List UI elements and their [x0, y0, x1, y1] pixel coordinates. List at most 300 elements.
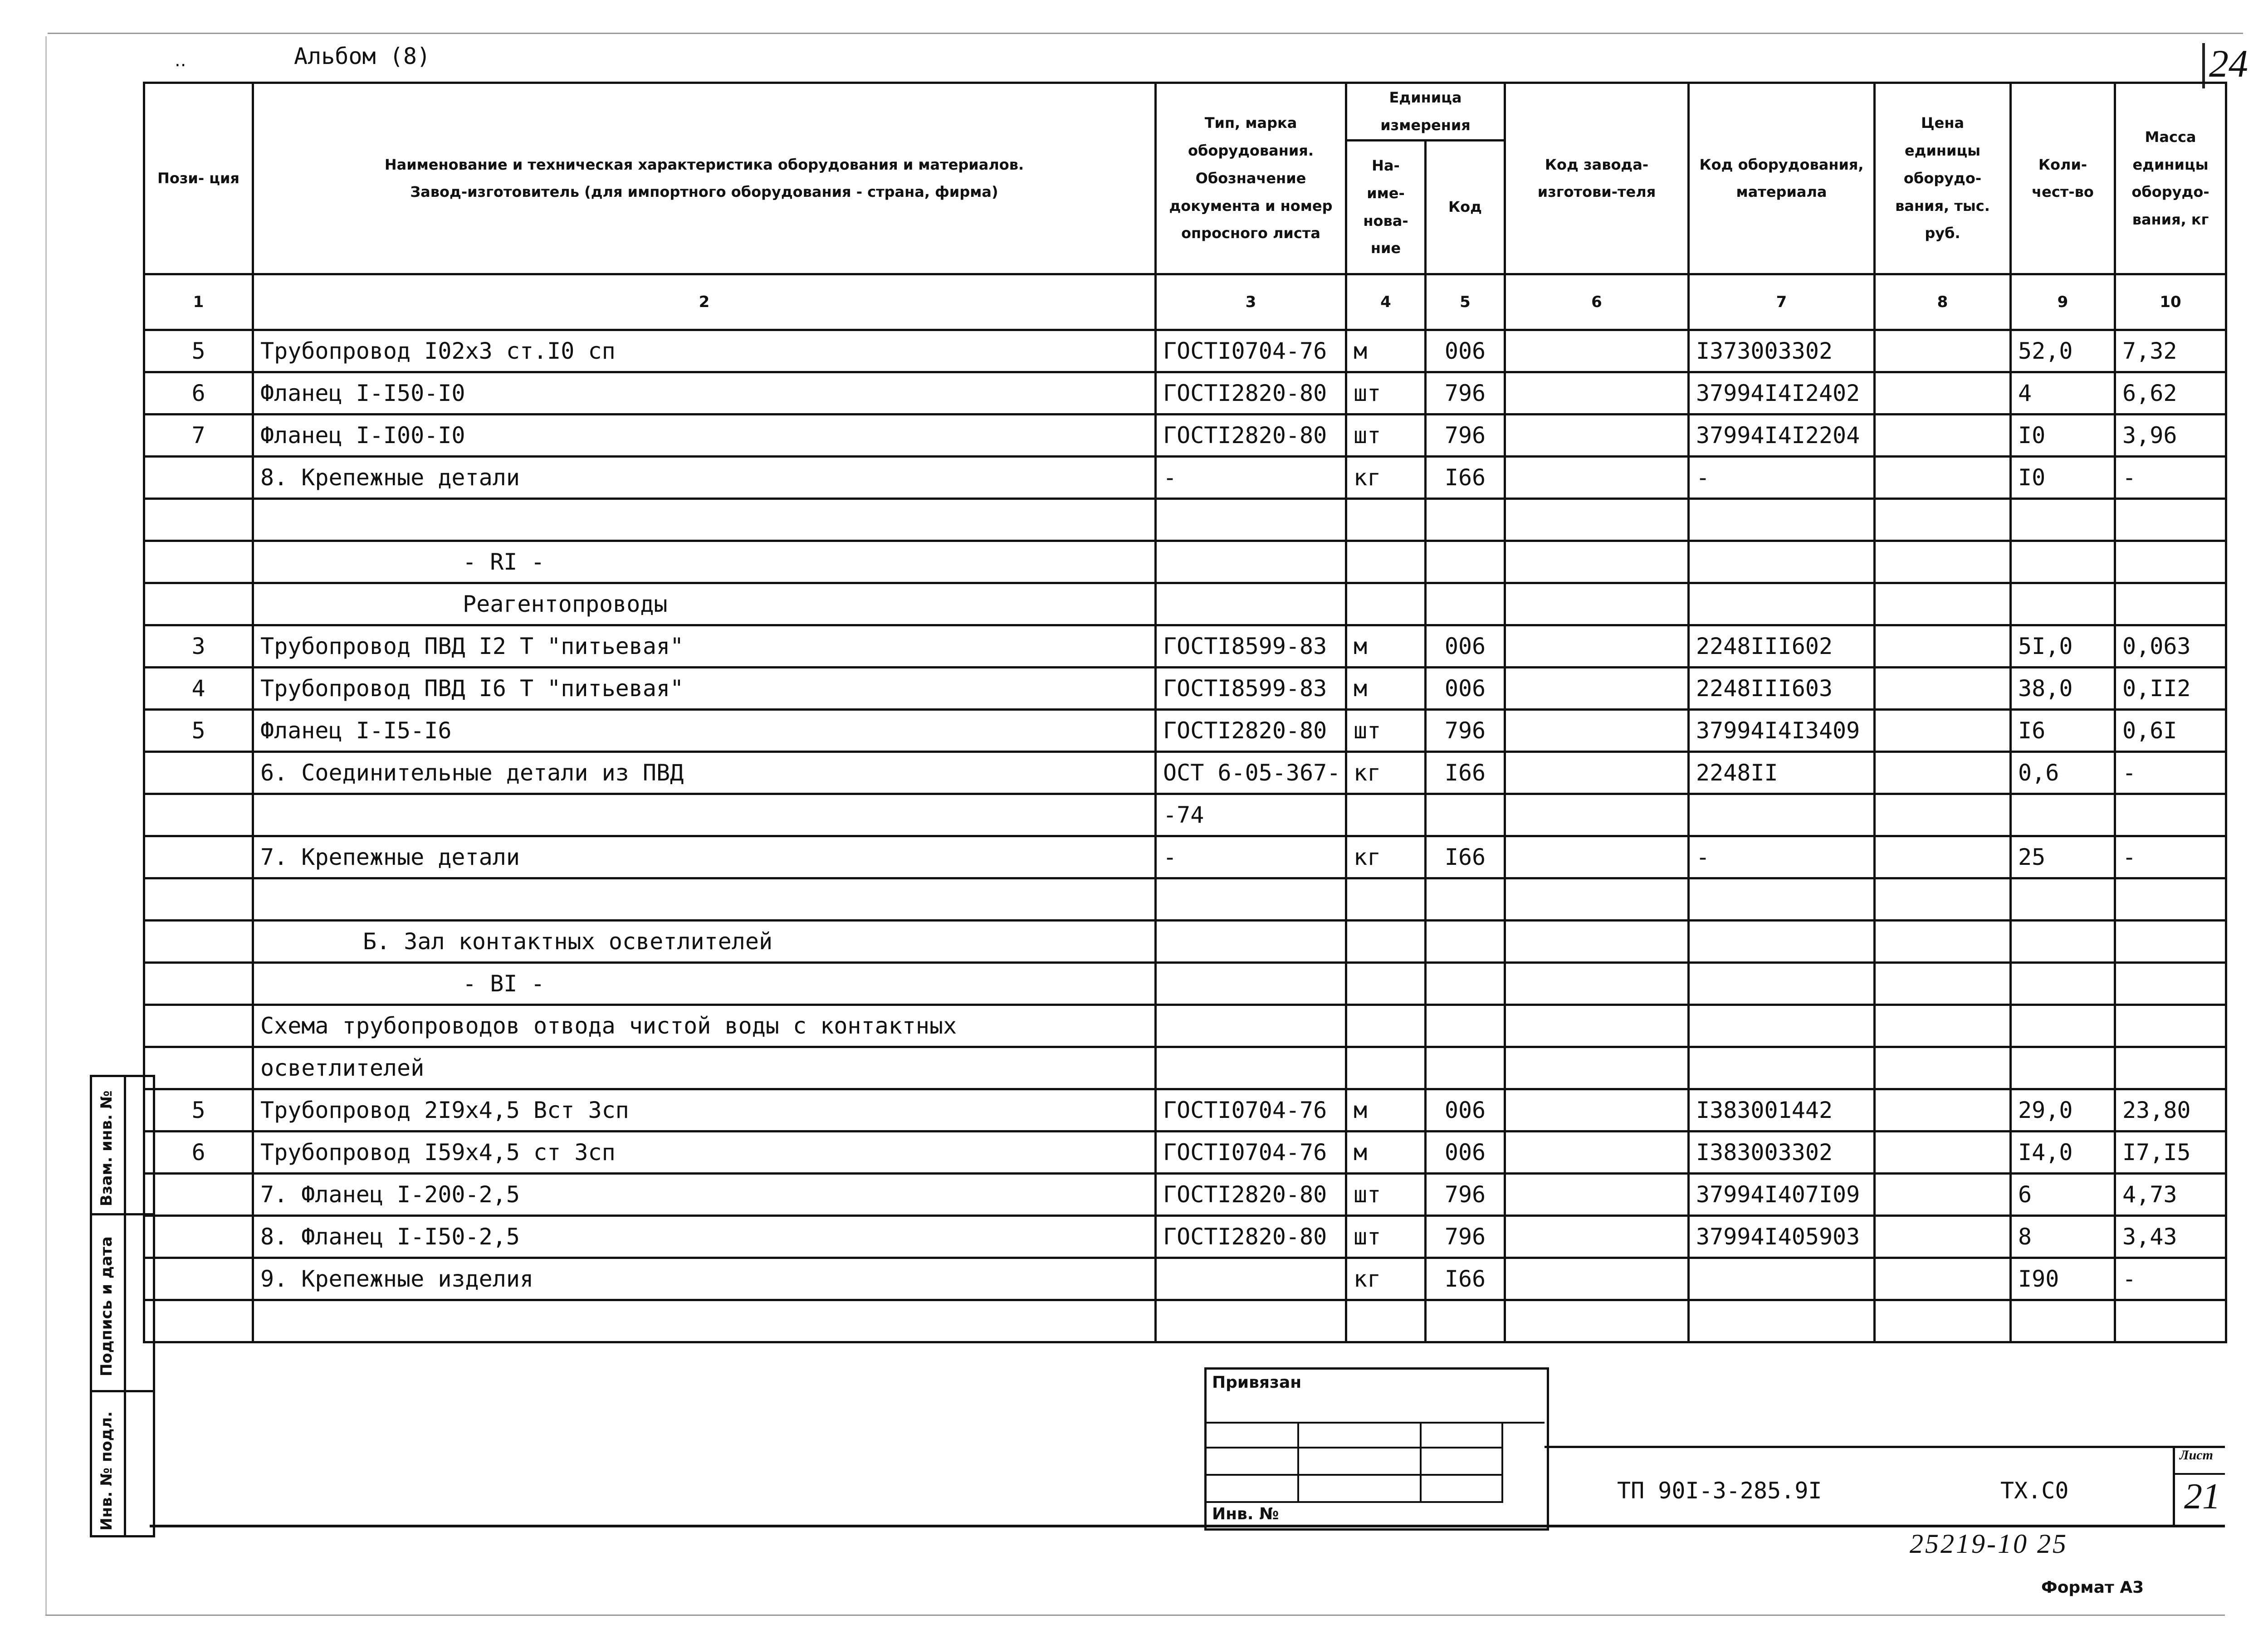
row-name [253, 794, 1156, 836]
row-price [1875, 709, 2011, 751]
row-unit [1346, 794, 1426, 836]
col-header-mass: Масса единицы оборудо-вания, кг [2115, 83, 2226, 274]
document-code: ТП 90I-3-285.9I [1617, 1478, 1822, 1504]
row-price [1875, 1173, 2011, 1215]
row-position [144, 751, 253, 794]
row-quantity: 0,6 [2011, 751, 2115, 794]
row-price [1875, 372, 2011, 414]
table-row [144, 1258, 2226, 1300]
row-unit: шт [1346, 372, 1426, 414]
col-header-name-line2: Завод-изготовитель (для импортного оборудования - страна, фирма) [410, 183, 998, 201]
row-unit: шт [1346, 709, 1426, 751]
row-unit: шт [1346, 1173, 1426, 1215]
row-material-code [1689, 583, 1875, 625]
row-document: ГОСТI0704-76 [1156, 1089, 1346, 1131]
row-material-code [1689, 1258, 1875, 1300]
row-price [1875, 1047, 2011, 1089]
row-quantity [2011, 794, 2115, 836]
row-factory-code [1505, 1131, 1689, 1173]
row-document [1156, 962, 1346, 1005]
row-name: осветлителей [253, 1047, 1156, 1089]
row-quantity: I6 [2011, 709, 2115, 751]
row-factory-code [1505, 751, 1689, 794]
row-name: 8. Фланец I-I50-2,5 [253, 1215, 1156, 1258]
row-material-code: 2248III602 [1689, 625, 1875, 667]
row-name [253, 498, 1156, 541]
row-name: Фланец I-I00-I0 [253, 414, 1156, 456]
row-name: - RI - [253, 541, 1156, 583]
stamp-inv-label: Инв. № [1212, 1505, 1279, 1523]
row-price [1875, 414, 2011, 456]
row-document: ГОСТI2820-80 [1156, 709, 1346, 751]
row-document [1156, 498, 1346, 541]
row-material-code [1689, 498, 1875, 541]
table-row [144, 498, 2226, 541]
page-number-top: 24 [2209, 42, 2248, 85]
row-unit-code: 006 [1426, 625, 1505, 667]
row-mass: I7,I5 [2115, 1131, 2226, 1173]
row-document: - [1156, 456, 1346, 498]
table-row [144, 330, 2226, 372]
sheet-label: Лист [2180, 1448, 2213, 1463]
row-position [144, 1215, 253, 1258]
row-price [1875, 1300, 2011, 1342]
sheet-box-divider [2173, 1473, 2225, 1475]
row-price [1875, 836, 2011, 878]
row-factory-code [1505, 794, 1689, 836]
row-price [1875, 920, 2011, 962]
column-number: 9 [2011, 274, 2115, 330]
row-document: ГОСТI2820-80 [1156, 372, 1346, 414]
row-factory-code [1505, 498, 1689, 541]
row-mass: - [2115, 751, 2226, 794]
column-number: 10 [2115, 274, 2226, 330]
row-factory-code [1505, 1300, 1689, 1342]
row-material-code [1689, 1047, 1875, 1089]
title-block-top-line [1545, 1446, 2225, 1448]
row-unit-code [1426, 878, 1505, 920]
row-mass: - [2115, 1258, 2226, 1300]
row-factory-code [1505, 583, 1689, 625]
row-mass [2115, 920, 2226, 962]
col-header-name-line1: Наименование и техническая характеристика оборудования и материалов. [384, 156, 1024, 173]
row-quantity [2011, 1005, 2115, 1047]
row-factory-code [1505, 962, 1689, 1005]
row-name: Фланец I-I5-I6 [253, 709, 1156, 751]
row-unit: м [1346, 667, 1426, 709]
row-mass [2115, 1005, 2226, 1047]
row-price [1875, 878, 2011, 920]
stamp-cell [1420, 1422, 1503, 1449]
col-header-type: Тип, марка оборудования. Обозначение документа и номер опросного листа [1156, 83, 1346, 274]
row-mass: 4,73 [2115, 1173, 2226, 1215]
row-mass: 0,II2 [2115, 667, 2226, 709]
row-mass [2115, 1047, 2226, 1089]
table-row [144, 751, 2226, 794]
row-position [144, 1173, 253, 1215]
col-header-unit-name: На-име-нова-ние [1346, 140, 1426, 274]
row-unit [1346, 583, 1426, 625]
col-header-factory-code: Код завода-изготови-теля [1505, 83, 1689, 274]
side-stamp [90, 1075, 155, 1537]
row-quantity [2011, 498, 2115, 541]
row-position [144, 541, 253, 583]
row-factory-code [1505, 1215, 1689, 1258]
row-document: - [1156, 836, 1346, 878]
row-material-code: 37994I405903 [1689, 1215, 1875, 1258]
row-quantity [2011, 541, 2115, 583]
row-quantity [2011, 1300, 2115, 1342]
row-name: Б. Зал контактных осветлителей [253, 920, 1156, 962]
row-name: 7. Фланец I-200-2,5 [253, 1173, 1156, 1215]
row-material-code: I383001442 [1689, 1089, 1875, 1131]
row-price [1875, 962, 2011, 1005]
table-row [144, 372, 2226, 414]
stamp-cell [1207, 1474, 1299, 1503]
row-material-code: 37994I407I09 [1689, 1173, 1875, 1215]
row-position [144, 456, 253, 498]
row-document: ГОСТI2820-80 [1156, 1173, 1346, 1215]
table-row [144, 1089, 2226, 1131]
row-quantity: I4,0 [2011, 1131, 2115, 1173]
row-unit-code: 006 [1426, 1131, 1505, 1173]
row-unit-code: I66 [1426, 751, 1505, 794]
column-number: 1 [144, 274, 253, 330]
table-row [144, 1173, 2226, 1215]
row-unit [1346, 541, 1426, 583]
column-number: 2 [253, 274, 1156, 330]
row-factory-code [1505, 709, 1689, 751]
row-unit-code: 796 [1426, 709, 1505, 751]
row-document: ГОСТI2820-80 [1156, 414, 1346, 456]
row-quantity [2011, 920, 2115, 962]
row-price [1875, 1215, 2011, 1258]
row-material-code: 37994I4I2204 [1689, 414, 1875, 456]
row-factory-code [1505, 456, 1689, 498]
row-unit [1346, 498, 1426, 541]
column-number: 7 [1689, 274, 1875, 330]
row-price [1875, 1089, 2011, 1131]
row-name: Трубопровод 2I9x4,5 Вст 3сп [253, 1089, 1156, 1131]
row-price [1875, 1258, 2011, 1300]
row-factory-code [1505, 1089, 1689, 1131]
row-name [253, 878, 1156, 920]
row-position: 6 [144, 372, 253, 414]
row-name: Трубопровод ПВД I2 Т "питьевая" [253, 625, 1156, 667]
row-factory-code [1505, 878, 1689, 920]
stamp-cell [1297, 1447, 1422, 1476]
row-quantity: I90 [2011, 1258, 2115, 1300]
row-position [144, 794, 253, 836]
row-name: Реагентопроводы [253, 583, 1156, 625]
table-body [144, 330, 2226, 1342]
row-document [1156, 920, 1346, 962]
outer-bottom-border [45, 1614, 2225, 1616]
row-position: 4 [144, 667, 253, 709]
row-document [1156, 541, 1346, 583]
row-unit: шт [1346, 1215, 1426, 1258]
row-unit: м [1346, 1089, 1426, 1131]
row-name: Трубопровод I59x4,5 ст 3сп [253, 1131, 1156, 1173]
row-unit-code: 796 [1426, 414, 1505, 456]
inventory-number: 25219-10 25 [1910, 1529, 2068, 1559]
stamp-cell [1297, 1474, 1422, 1503]
table-row [144, 1047, 2226, 1089]
row-position: 5 [144, 330, 253, 372]
row-position [144, 920, 253, 962]
bottom-frame-line [150, 1525, 2225, 1527]
row-quantity: 5I,0 [2011, 625, 2115, 667]
corner-dots: .. [175, 50, 186, 71]
row-unit [1346, 1300, 1426, 1342]
table-row [144, 667, 2226, 709]
row-factory-code [1505, 1173, 1689, 1215]
column-number: 5 [1426, 274, 1505, 330]
row-document: -74 [1156, 794, 1346, 836]
row-name: 9. Крепежные изделия [253, 1258, 1156, 1300]
row-mass [2115, 794, 2226, 836]
row-material-code: 2248II [1689, 751, 1875, 794]
stamp-cell [1420, 1447, 1503, 1476]
row-document: ГОСТI8599-83 [1156, 625, 1346, 667]
row-unit [1346, 878, 1426, 920]
row-name: Схема трубопроводов отвода чистой воды с контактных [253, 1005, 1156, 1047]
row-unit-code: 006 [1426, 667, 1505, 709]
format-label: Формат А3 [2041, 1578, 2144, 1597]
row-factory-code [1505, 541, 1689, 583]
row-name [253, 1300, 1156, 1342]
row-material-code [1689, 541, 1875, 583]
row-quantity: I0 [2011, 456, 2115, 498]
row-position [144, 1005, 253, 1047]
row-unit [1346, 1047, 1426, 1089]
row-mass [2115, 498, 2226, 541]
row-quantity [2011, 583, 2115, 625]
row-document: ГОСТI8599-83 [1156, 667, 1346, 709]
row-unit-code: 006 [1426, 330, 1505, 372]
row-name: Трубопровод I02x3 ст.I0 сп [253, 330, 1156, 372]
row-unit-code [1426, 962, 1505, 1005]
row-factory-code [1505, 330, 1689, 372]
side-stamp-signature-date: Подпись и дата [98, 1236, 116, 1376]
column-number: 3 [1156, 274, 1346, 330]
row-factory-code [1505, 1258, 1689, 1300]
col-header-price: Цена единицы оборудо-вания, тыс. руб. [1875, 83, 2011, 274]
row-mass: 0,6I [2115, 709, 2226, 751]
column-number: 6 [1505, 274, 1689, 330]
side-stamp-replaced-inv: Взам. инв. № [98, 1090, 116, 1206]
row-mass: 6,62 [2115, 372, 2226, 414]
row-quantity: 6 [2011, 1173, 2115, 1215]
row-price [1875, 456, 2011, 498]
row-position: 7 [144, 414, 253, 456]
row-unit-code: I66 [1426, 456, 1505, 498]
outer-left-border [45, 36, 47, 1614]
row-quantity: 38,0 [2011, 667, 2115, 709]
row-price [1875, 625, 2011, 667]
row-factory-code [1505, 1005, 1689, 1047]
row-price [1875, 541, 2011, 583]
row-unit-code: I66 [1426, 836, 1505, 878]
row-material-code [1689, 878, 1875, 920]
row-factory-code [1505, 836, 1689, 878]
row-price [1875, 1005, 2011, 1047]
row-material-code [1689, 920, 1875, 962]
column-number-row [144, 274, 2226, 330]
col-header-quantity: Коли-чест-во [2011, 83, 2115, 274]
row-material-code [1689, 962, 1875, 1005]
row-unit-code: 796 [1426, 1215, 1505, 1258]
col-header-material-code: Код оборудования, материала [1689, 83, 1875, 274]
row-material-code [1689, 1005, 1875, 1047]
col-header-name [253, 83, 1156, 274]
table-row [144, 1005, 2226, 1047]
row-document [1156, 1258, 1346, 1300]
row-unit-code: 796 [1426, 1173, 1505, 1215]
table-row [144, 541, 2226, 583]
row-position [144, 1047, 253, 1089]
row-unit [1346, 1005, 1426, 1047]
stamp-title: Привязан [1212, 1373, 1302, 1392]
row-price [1875, 498, 2011, 541]
row-material-code: - [1689, 456, 1875, 498]
row-unit: кг [1346, 836, 1426, 878]
table-row [144, 414, 2226, 456]
row-factory-code [1505, 667, 1689, 709]
row-quantity: I0 [2011, 414, 2115, 456]
table-row [144, 920, 2226, 962]
row-mass: 0,063 [2115, 625, 2226, 667]
row-position [144, 962, 253, 1005]
row-quantity [2011, 878, 2115, 920]
row-unit-code [1426, 1047, 1505, 1089]
table-header-row [144, 83, 2226, 141]
row-position: 6 [144, 1131, 253, 1173]
row-quantity [2011, 962, 2115, 1005]
row-mass [2115, 583, 2226, 625]
row-unit [1346, 962, 1426, 1005]
row-document: ГОСТI0704-76 [1156, 1131, 1346, 1173]
row-price [1875, 667, 2011, 709]
row-unit: м [1346, 625, 1426, 667]
row-unit-code [1426, 541, 1505, 583]
col-header-unit-code: Код [1426, 140, 1505, 274]
row-mass [2115, 962, 2226, 1005]
row-unit-code [1426, 1005, 1505, 1047]
row-document [1156, 878, 1346, 920]
row-mass: 3,43 [2115, 1215, 2226, 1258]
table-row [144, 836, 2226, 878]
row-document [1156, 1300, 1346, 1342]
row-mass [2115, 878, 2226, 920]
specification-table [143, 82, 2227, 1343]
document-mark: ТХ.С0 [2000, 1478, 2069, 1504]
row-mass: 23,80 [2115, 1089, 2226, 1131]
row-unit: м [1346, 1131, 1426, 1173]
row-position: 3 [144, 625, 253, 667]
row-position: 5 [144, 1089, 253, 1131]
row-price [1875, 751, 2011, 794]
row-unit: шт [1346, 414, 1426, 456]
row-position [144, 1258, 253, 1300]
row-unit: кг [1346, 1258, 1426, 1300]
side-stamp-original-inv: Инв. № подл. [98, 1411, 116, 1531]
sheet-number: 21 [2184, 1477, 2220, 1517]
row-quantity: 52,0 [2011, 330, 2115, 372]
row-name: 7. Крепежные детали [253, 836, 1156, 878]
row-unit: кг [1346, 751, 1426, 794]
stamp-cell [1297, 1422, 1422, 1449]
row-position [144, 878, 253, 920]
row-position [144, 583, 253, 625]
stamp-cell [1207, 1422, 1299, 1449]
row-position: 5 [144, 709, 253, 751]
row-quantity [2011, 1047, 2115, 1089]
row-factory-code [1505, 372, 1689, 414]
row-document: ГОСТI0704-76 [1156, 330, 1346, 372]
row-factory-code [1505, 414, 1689, 456]
row-document [1156, 583, 1346, 625]
row-material-code: 37994I4I3409 [1689, 709, 1875, 751]
table-row [144, 794, 2226, 836]
row-material-code: I373003302 [1689, 330, 1875, 372]
table-row [144, 709, 2226, 751]
row-document [1156, 1005, 1346, 1047]
table-row [144, 962, 2226, 1005]
row-price [1875, 1131, 2011, 1173]
row-unit-code: 006 [1426, 1089, 1505, 1131]
row-material-code: I383003302 [1689, 1131, 1875, 1173]
table-row [144, 583, 2226, 625]
stamp-cell [1207, 1447, 1299, 1476]
row-quantity: 4 [2011, 372, 2115, 414]
row-position [144, 836, 253, 878]
row-mass: 7,32 [2115, 330, 2226, 372]
row-material-code: 2248III603 [1689, 667, 1875, 709]
row-price [1875, 330, 2011, 372]
album-label: Альбом (8) [294, 43, 431, 69]
col-header-position: Пози- ция [144, 83, 253, 274]
row-factory-code [1505, 625, 1689, 667]
table-row [144, 456, 2226, 498]
row-unit-code [1426, 498, 1505, 541]
row-unit-code [1426, 794, 1505, 836]
row-mass: - [2115, 456, 2226, 498]
row-mass [2115, 1300, 2226, 1342]
row-quantity: 29,0 [2011, 1089, 2115, 1131]
row-unit: м [1346, 330, 1426, 372]
row-unit [1346, 920, 1426, 962]
row-unit-code [1426, 1300, 1505, 1342]
row-unit-code: 796 [1426, 372, 1505, 414]
row-position [144, 498, 253, 541]
row-name: - BI - [253, 962, 1156, 1005]
row-quantity: 25 [2011, 836, 2115, 878]
table-row [144, 1300, 2226, 1342]
row-unit: кг [1346, 456, 1426, 498]
table-row [144, 878, 2226, 920]
column-number: 8 [1875, 274, 2011, 330]
row-document: ОСТ 6-05-367- [1156, 751, 1346, 794]
row-mass: - [2115, 836, 2226, 878]
row-document [1156, 1047, 1346, 1089]
row-document: ГОСТI2820-80 [1156, 1215, 1346, 1258]
table-row [144, 625, 2226, 667]
row-position [144, 1300, 253, 1342]
row-unit-code: I66 [1426, 1258, 1505, 1300]
row-mass [2115, 541, 2226, 583]
row-name: Трубопровод ПВД I6 Т "питьевая" [253, 667, 1156, 709]
